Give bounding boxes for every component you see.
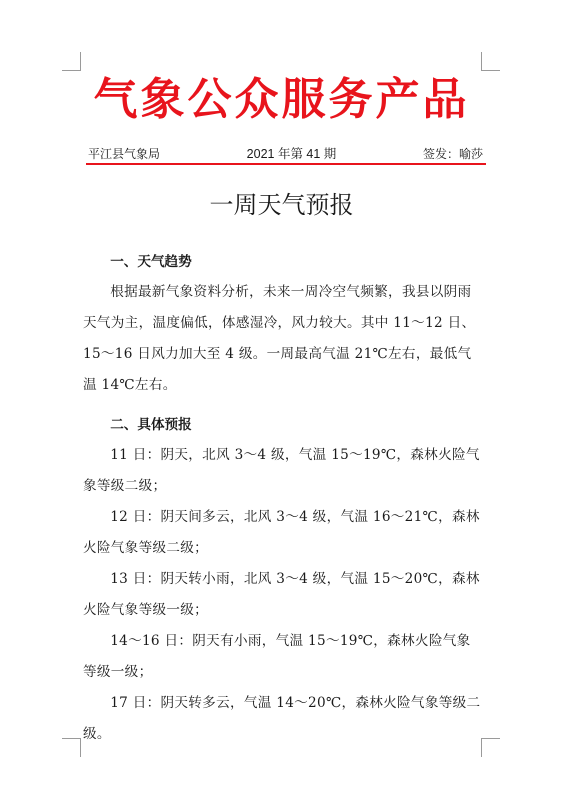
issuer: 平江县气象局 [88,146,161,161]
document-title: 一周天气预报 [209,191,354,219]
crop-mark-bottom-right [481,738,500,757]
trend-paragraph: 根据最新气象资料分析，未来一周冷空气频繁，我县以阴雨天气为主，温度偏低，体感湿冷，风力较大。其中 11～12 日、15～16 日风力加大至 4 级。一周最高气温 21℃左右，最低气温 14℃左右。 [83,284,476,393]
section-heading-forecast: 二、具体预报 [110,417,192,433]
red-divider-line [86,163,486,165]
crop-mark-top-right [481,52,500,71]
forecast-item: 14～16 日：阴天有小雨，气温 15～19℃，森林火险气象等级一级； [83,633,471,680]
forecast-item: 12 日：阴天间多云，北风 3～4 级，气温 16～21℃，森林火险气象等级二级； [83,509,480,556]
masthead-title: 气象公众服务产品 [93,74,470,125]
forecast-item: 17 日：阴天转多云，气温 14～20℃，森林火险气象等级二级。 [83,695,481,742]
crop-mark-top-left [62,52,81,71]
signer: 签发：喻莎 [422,146,483,161]
crop-mark-bottom-left [62,738,81,757]
forecast-item: 13 日：阴天转小雨，北风 3～4 级，气温 15～20℃，森林火险气象等级一级； [83,571,480,618]
section-heading-trend: 一、天气趋势 [110,254,192,270]
forecast-item: 11 日：阴天，北风 3～4 级，气温 15～19℃，森林火险气象等级二级； [83,447,480,494]
issue-number: 2021 年第 41 期 [246,147,337,161]
document-body [83,248,481,750]
issue-info-bar [88,144,483,162]
